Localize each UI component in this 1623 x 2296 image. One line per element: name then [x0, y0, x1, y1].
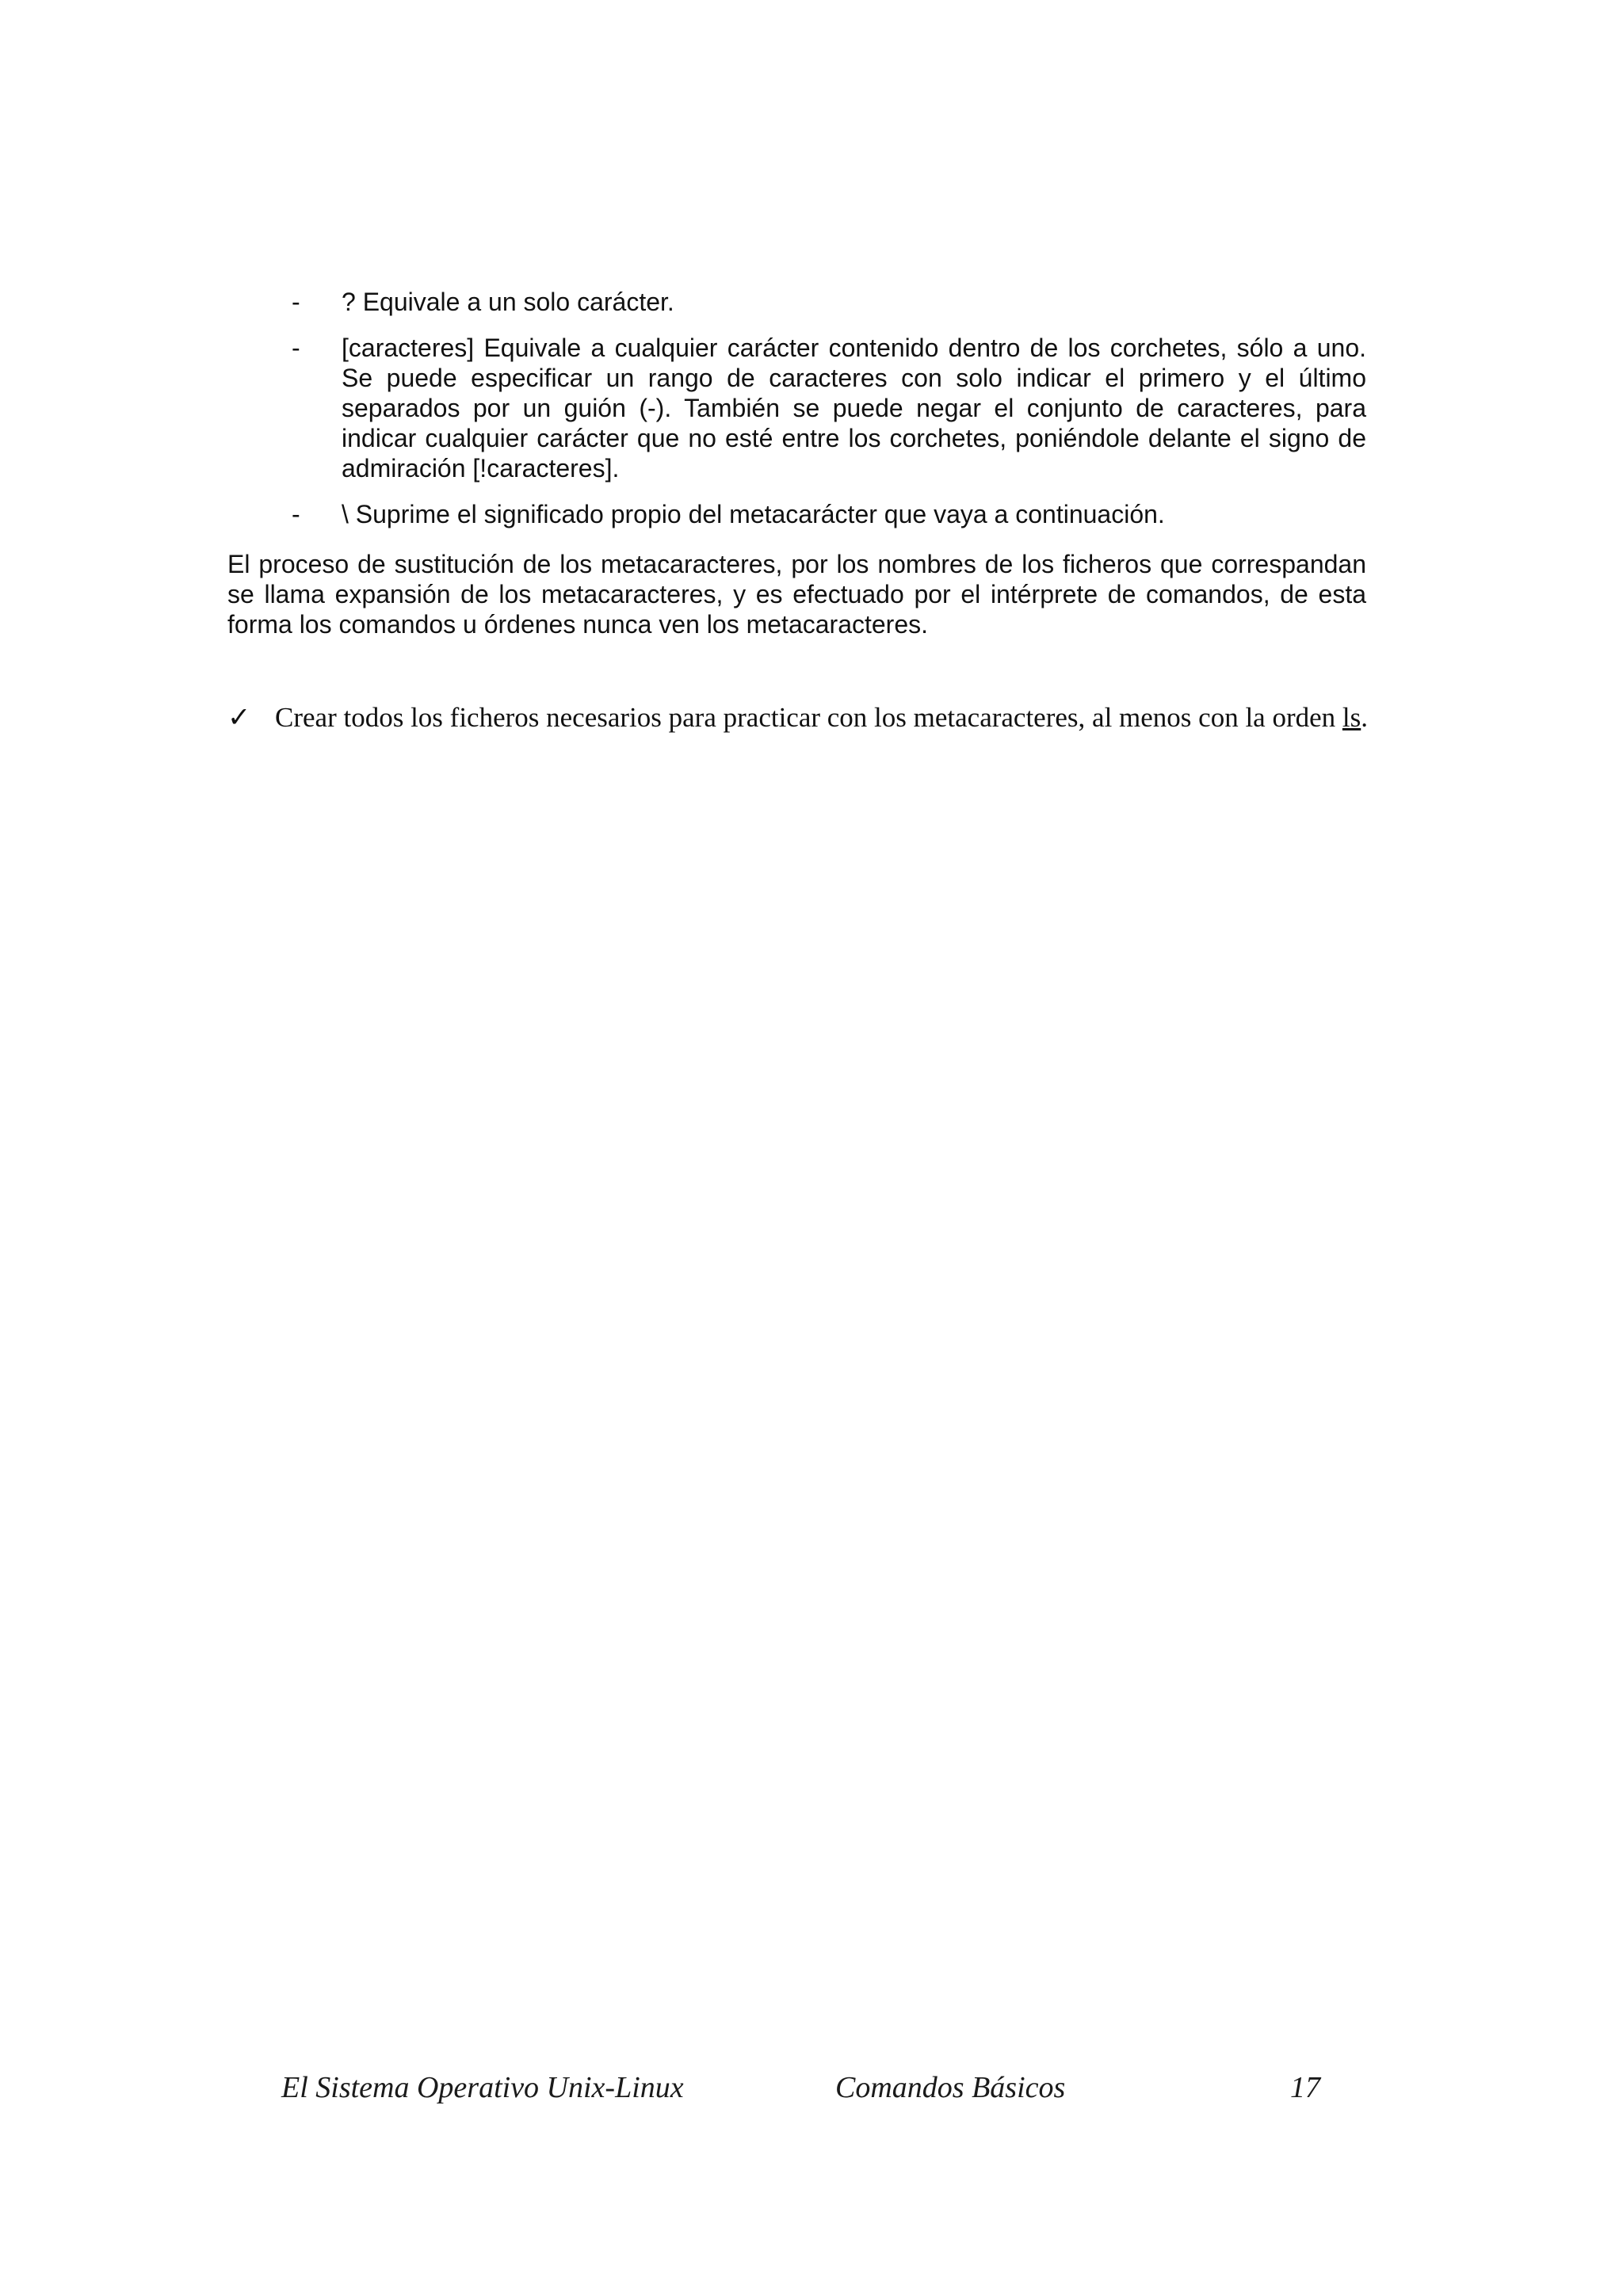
task-text: [275, 702, 1400, 734]
list-item-text: ? Equivale a un solo carácter.: [342, 288, 674, 316]
checkmark-icon: ✓: [227, 702, 251, 733]
dash-bullet: -: [292, 500, 300, 528]
footer-page-number: 17: [1290, 2071, 1320, 2104]
dash-bullet: -: [292, 334, 300, 362]
list-item-text: \ Suprime el significado propio del metacarácter que vaya a continuación.: [342, 500, 1165, 528]
footer-book-title: El Sistema Operativo Unix-Linux: [281, 2071, 684, 2104]
task-end-punctuation: .: [1361, 702, 1369, 733]
list-item: [292, 287, 1366, 317]
dash-bullet: -: [292, 288, 300, 316]
list-item: [292, 333, 1366, 483]
command-ls: ls: [1342, 702, 1361, 733]
task-instruction: Crear todos los ficheros necesarios para practicar con los metacaracteres, al menos con la orden: [275, 702, 1342, 733]
list-item-text: [caracteres] Equivale a cualquier carácter contenido dentro de los corchetes, sólo a uno. Se puede especificar un rango de caracteres con solo indicar el primero y el último separados por un guión (-). También se puede negar el conjunto de caracteres, para indicar cualquier carácter que no esté entre los corchetes, poniéndole delante el signo de admiración [!caracteres].: [342, 334, 1366, 482]
expansion-paragraph: El proceso de sustitución de los metacaracteres, por los nombres de los ficheros que correspandan se llama expansión de los metacaracteres, y es efectuado por el intérprete de comandos, de esta forma los comandos u órdenes nunca ven los metacaracteres.: [227, 550, 1366, 639]
metacharacter-list: [292, 287, 1366, 545]
footer-chapter-title: Comandos Básicos: [835, 2071, 1066, 2104]
list-item: [292, 499, 1366, 529]
page-footer: [0, 2068, 1623, 2107]
exercise-task: [227, 702, 1400, 734]
